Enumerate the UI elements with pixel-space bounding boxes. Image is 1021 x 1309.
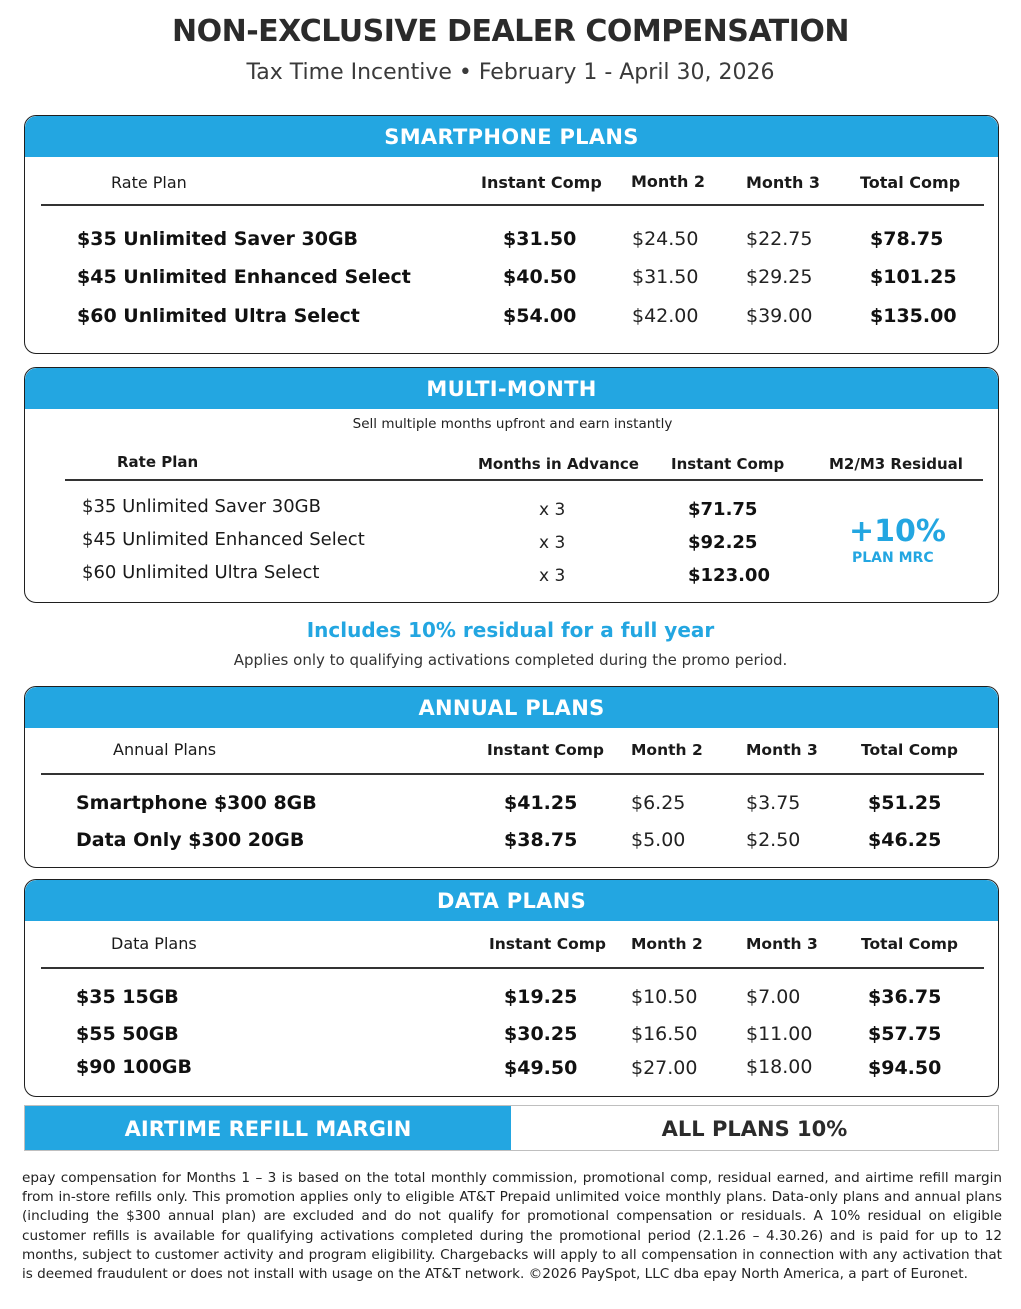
header-divider [41, 204, 984, 206]
plan-name: $90 100GB [76, 1056, 193, 1078]
residual-headline: Includes 10% residual for a full year [306, 618, 715, 642]
column-header-m2-m3-residual: M2/M3 Residual [829, 455, 963, 473]
month-2-value: $31.50 [632, 266, 699, 288]
column-header-instant-comp: Instant Comp [489, 935, 607, 953]
smartphone-plans-header: SMARTPHONE PLANS [25, 116, 998, 157]
smartphone-plans-card [24, 115, 999, 354]
column-header-month-2: Month 2 [631, 172, 706, 191]
month-3-value: $11.00 [746, 1023, 813, 1045]
residual-label: PLAN MRC [852, 550, 934, 566]
residual-percent: +10% [849, 514, 946, 549]
instant-comp-value: $123.00 [688, 565, 770, 586]
instant-comp-value: $19.25 [504, 986, 578, 1008]
header-divider [65, 479, 983, 481]
instant-comp-value: $31.50 [503, 228, 577, 250]
instant-comp-value: $38.75 [504, 829, 578, 851]
column-header-total-comp: Total Comp [860, 173, 961, 192]
column-header-instant-comp: Instant Comp [671, 455, 785, 473]
disclaimer-text: epay compensation for Months 1 – 3 is based on the total monthly commission, promotional comp, residual earned, and airtime refill margin from in-store refills only. This promotion applies only to eligible AT&T Prepaid unlimited voice monthly plans. Data-only plans and annual plans (including the $300 annual plan) are excluded and do not qualify for promotional compensation or residuals. A 10% residual on eligible customer refills is available for qualifying activations completed during the promotional period (2.1.26 – 4.30.26) and is paid for up to 12 months, subject to customer activity and program eligibility. Chargebacks will apply to all compensation in connection with any activation that is deemed fraudulent or does not install with usage on the AT&T network. ©2026 PaySpot, LLC dba epay North America, a part of Euronet. [22, 1170, 1002, 1283]
month-2-value: $6.25 [631, 792, 686, 814]
multi-month-header: MULTI-MONTH [25, 368, 998, 409]
column-header-instant-comp: Instant Comp [487, 741, 605, 759]
plan-name: $35 15GB [76, 986, 179, 1008]
total-comp-value: $101.25 [870, 266, 957, 288]
month-3-value: $7.00 [746, 986, 801, 1008]
airtime-refill-label: AIRTIME REFILL MARGIN [25, 1106, 511, 1150]
annual-plans-card [24, 686, 999, 868]
month-3-value: $2.50 [746, 829, 801, 851]
rate-plan-name: $60 Unlimited Ultra Select [82, 562, 320, 583]
instant-comp-value: $54.00 [503, 305, 577, 327]
multi-month-card [24, 367, 999, 603]
month-2-value: $5.00 [631, 829, 686, 851]
column-header-month-3: Month 3 [746, 741, 818, 759]
residual-detail: Applies only to qualifying activations completed during the promo period. [233, 651, 788, 669]
total-comp-value: $94.50 [868, 1057, 942, 1079]
rate-plan-name: $60 Unlimited Ultra Select [77, 305, 360, 327]
airtime-refill-banner [24, 1105, 999, 1151]
instant-comp-value: $71.75 [688, 499, 758, 520]
column-header-total-comp: Total Comp [861, 935, 959, 953]
page-title: NON-EXCLUSIVE DEALER COMPENSATION [171, 14, 850, 49]
month-2-value: $27.00 [631, 1057, 698, 1079]
month-2-value: $16.50 [631, 1023, 698, 1045]
column-header-month-2: Month 2 [631, 741, 703, 759]
month-2-value: $10.50 [631, 986, 698, 1008]
instant-comp-value: $30.25 [504, 1023, 578, 1045]
column-header-month-3: Month 3 [746, 935, 818, 953]
header-divider [41, 773, 984, 775]
column-header-total-comp: Total Comp [861, 741, 959, 759]
rate-plan-name: $35 Unlimited Saver 30GB [82, 496, 321, 517]
total-comp-value: $46.25 [868, 829, 942, 851]
plan-name: Smartphone $300 8GB [76, 792, 317, 814]
airtime-refill-value: ALL PLANS 10% [661, 1117, 848, 1141]
rate-plan-name: $35 Unlimited Saver 30GB [77, 228, 359, 250]
plan-name: $55 50GB [76, 1023, 179, 1045]
instant-comp-value: $41.25 [504, 792, 578, 814]
page-subtitle: Tax Time Incentive • February 1 - April 30, 2026 [246, 60, 775, 85]
column-header-instant-comp: Instant Comp [481, 173, 602, 192]
total-comp-value: $135.00 [870, 305, 957, 327]
months-in-advance-value: x 3 [539, 533, 566, 553]
column-header-month-2: Month 2 [631, 935, 703, 953]
column-header-annual-plans: Annual Plans [113, 740, 217, 759]
total-comp-value: $78.75 [870, 228, 944, 250]
months-in-advance-value: x 3 [539, 566, 566, 586]
months-in-advance-value: x 3 [539, 500, 566, 520]
instant-comp-value: $49.50 [504, 1057, 578, 1079]
header-divider [41, 967, 984, 969]
column-header-month-3: Month 3 [746, 173, 821, 192]
month-3-value: $22.75 [746, 228, 813, 250]
total-comp-value: $36.75 [868, 986, 942, 1008]
month-3-value: $18.00 [746, 1056, 813, 1078]
rate-plan-name: $45 Unlimited Enhanced Select [77, 266, 411, 288]
month-2-value: $24.50 [632, 228, 699, 250]
annual-plans-header: ANNUAL PLANS [25, 687, 998, 728]
column-header-data-plans: Data Plans [111, 934, 197, 953]
column-header-months-in-advance: Months in Advance [478, 455, 639, 473]
plan-name: Data Only $300 20GB [76, 829, 305, 851]
instant-comp-value: $92.25 [688, 532, 758, 553]
multi-month-note: Sell multiple months upfront and earn instantly [352, 416, 673, 432]
data-plans-header: DATA PLANS [25, 880, 998, 921]
total-comp-value: $57.75 [868, 1023, 942, 1045]
total-comp-value: $51.25 [868, 792, 942, 814]
instant-comp-value: $40.50 [503, 266, 577, 288]
month-2-value: $42.00 [632, 305, 699, 327]
month-3-value: $29.25 [746, 266, 813, 288]
month-3-value: $39.00 [746, 305, 813, 327]
data-plans-card [24, 879, 999, 1097]
rate-plan-name: $45 Unlimited Enhanced Select [82, 529, 365, 550]
month-3-value: $3.75 [746, 792, 801, 814]
column-header-rate-plan: Rate Plan [111, 173, 187, 192]
column-header-rate-plan: Rate Plan [117, 453, 199, 471]
